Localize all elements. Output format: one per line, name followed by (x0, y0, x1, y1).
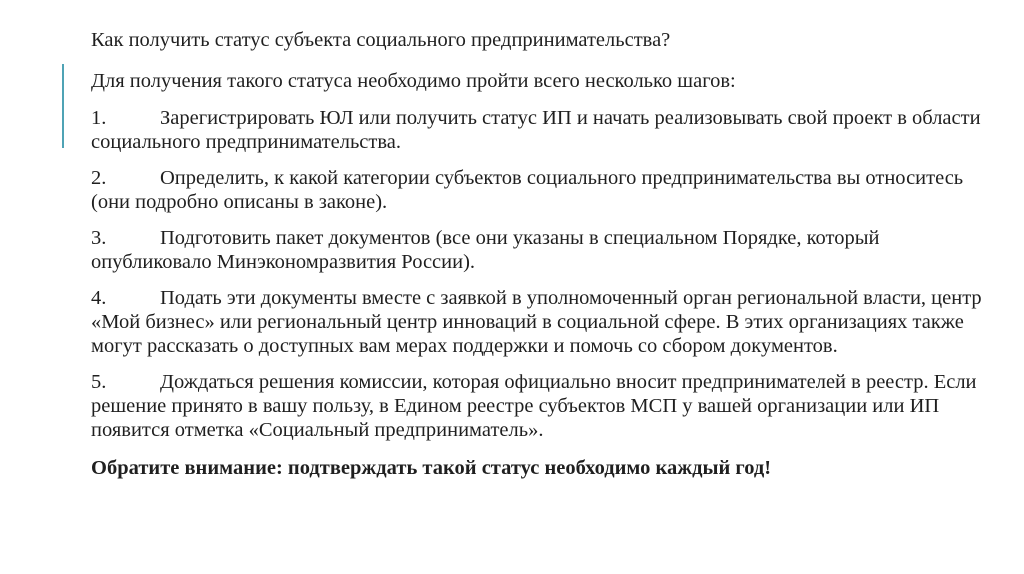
step-item (91, 226, 991, 274)
slide-title: Как получить статус субъекта социального предпринимательства? (91, 29, 671, 51)
step-text: Определить, к какой категории субъектов социального предпринимательства вы относитесь (они подробно описаны в законе). (91, 167, 964, 213)
step-number: 1. (91, 107, 107, 129)
step-item (91, 166, 991, 214)
intro-text: Для получения такого статуса необходимо пройти всего несколько шагов: (91, 70, 736, 92)
step-text: Дождаться решения комиссии, которая официально вносит предпринимателей в реестр. Если решение принято в вашу пользу, в Едином реестре субъектов МСП у вашей организации или ИП появится отметка «Социальный предприниматель». (91, 371, 977, 441)
step-text: Подать эти документы вместе с заявкой в уполномоченный орган региональной власти, центр «Мой бизнес» или региональный центр инноваций в социальной сфере. В этих организациях также могут рассказать о доступных вам мерах поддержки и помочь со сбором документов. (91, 287, 982, 357)
step-item (91, 370, 991, 442)
step-item (91, 106, 991, 154)
step-item (91, 286, 991, 358)
important-note: Обратите внимание: подтверждать такой статус необходимо каждый год! (91, 457, 772, 479)
step-number: 4. (91, 287, 107, 309)
step-number: 2. (91, 167, 107, 189)
step-text: Зарегистрировать ЮЛ или получить статус ИП и начать реализовывать свой проект в области социального предпринимательства. (91, 107, 981, 153)
slide-content (91, 28, 991, 492)
accent-bar (62, 64, 64, 148)
step-text: Подготовить пакет документов (все они указаны в специальном Порядке, который опубликовало Минэкономразвития России). (91, 227, 880, 273)
step-number: 3. (91, 227, 107, 249)
step-number: 5. (91, 371, 107, 393)
